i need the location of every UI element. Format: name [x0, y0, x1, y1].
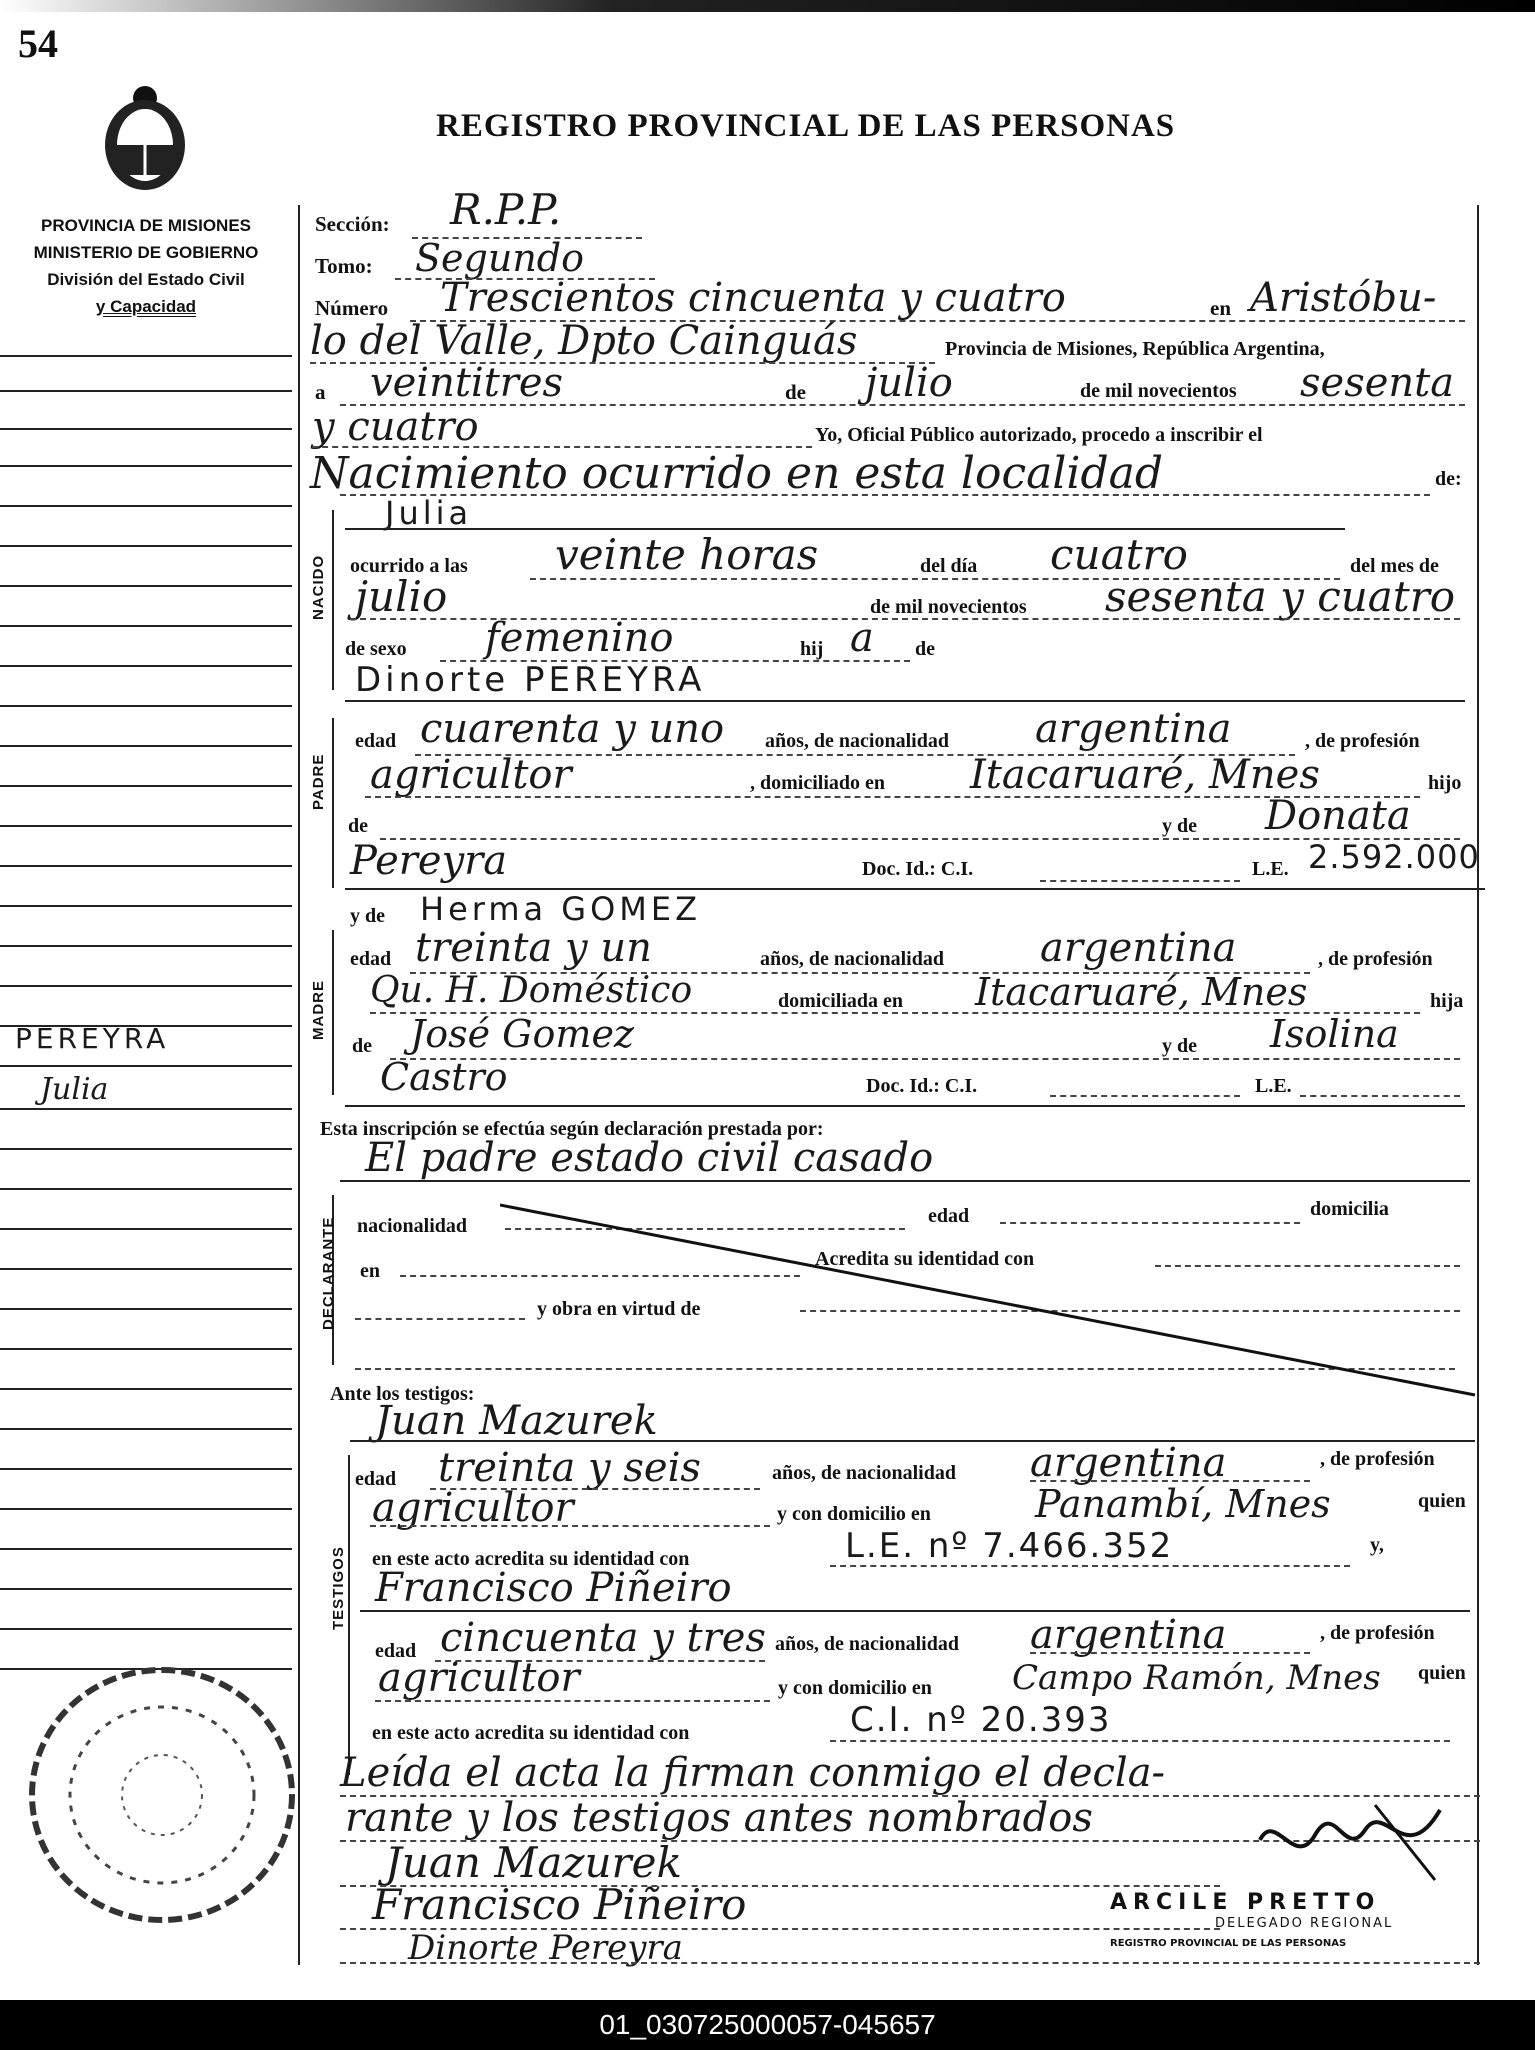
nacido-nombre: Julia [385, 494, 473, 532]
testigo1-dom-label: y con domicilio en [777, 1503, 931, 1525]
nacido-sexo-value: femenino [485, 615, 674, 661]
padre-le-label: L.E. [1252, 858, 1289, 880]
testigo1-prof-label: , de profesión [1320, 1448, 1435, 1470]
officer-signature [1255, 1800, 1445, 1890]
testigo1-y-label: y, [1370, 1534, 1384, 1556]
testigo1-prof-value: agricultor [372, 1485, 574, 1531]
madre-nac-label: años, de nacionalidad [760, 948, 944, 970]
testigo1-quien-label: quien [1418, 1490, 1466, 1512]
org-province: PROVINCIA DE MISIONES [40, 216, 251, 235]
nacido-hora-label: ocurrido a las [350, 555, 468, 577]
testigo1-nac-value: argentina [1030, 1440, 1227, 1486]
section-madre: MADRE [310, 980, 327, 1040]
closing-line1: Leída el acta la firman conmigo el decla- [340, 1750, 1166, 1796]
madre-madre-value-a: Isolina [1270, 1012, 1399, 1056]
declarante-intro: Esta inscripción se efectúa según declaración prestada por: [320, 1118, 824, 1140]
madre-nac-value: argentina [1040, 925, 1237, 971]
margin-surname: PEREYRA [15, 1022, 170, 1055]
declarante-obra-label: y obra en virtud de [537, 1298, 701, 1320]
padre-de-label: de [348, 815, 368, 837]
declarante-value: El padre estado civil casado [365, 1135, 934, 1181]
padre-doc-label: Doc. Id.: C.I. [862, 858, 974, 880]
tomo-value: Segundo [415, 236, 584, 280]
seccion-value: R.P.P. [450, 185, 562, 234]
madre-yde2-label: y de [1162, 1035, 1197, 1057]
testigo2-doc-value: C.I. nº 20.393 [850, 1700, 1112, 1740]
lugar-value-b: lo del Valle, Dpto Cainguás [310, 318, 858, 364]
tomo-label: Tomo: [315, 254, 373, 278]
testigos-intro: Ante los testigos: [330, 1383, 475, 1405]
hecho-de-label: de: [1435, 468, 1462, 490]
padre-edad-label: edad [355, 730, 397, 752]
fecha-mes-value: julio [865, 360, 953, 406]
nacido-mil-label: de mil novecientos [870, 596, 1027, 618]
section-padre: PADRE [310, 753, 327, 810]
official-seal [22, 1660, 302, 1930]
testigo2-prof-label: , de profesión [1320, 1622, 1435, 1644]
frame-left-border [298, 205, 300, 1965]
org-ministry: MINISTERIO DE GOBIERNO [33, 243, 259, 262]
fecha-anio-value-b: y cuatro [312, 404, 479, 450]
nacido-hij-value: a [850, 615, 874, 661]
officer-stamp-office: REGISTRO PROVINCIAL DE LAS PERSONAS [1110, 1938, 1347, 1949]
scan-footer-code: 01_030725000057-045657 [0, 2000, 1535, 2050]
testigo1-nombre: Juan Mazurek [375, 1398, 658, 1444]
madre-dom-value: Itacaruaré, Mnes [975, 970, 1308, 1014]
fecha-dia-value: veintitres [370, 360, 564, 406]
page-title: REGISTRO PROVINCIAL DE LAS PERSONAS [436, 108, 1176, 144]
officer-stamp-name: ARCILE PRETTO [1110, 1890, 1381, 1915]
nacido-dia-value: cuatro [1050, 530, 1188, 579]
nacido-hora-value: veinte horas [555, 530, 819, 579]
seccion-label: Sección: [315, 212, 390, 236]
testigo2-prof-value: agricultor [378, 1655, 580, 1701]
issuing-office [0, 212, 292, 320]
en-label: en [1210, 296, 1231, 320]
declarante-edad-label: edad [928, 1205, 970, 1227]
madre-de-label: de [352, 1035, 372, 1057]
madre-dom-label: domiciliada en [778, 990, 904, 1012]
padre-abuela-b: Pereyra [350, 838, 508, 884]
padre-nac-label: años, de nacionalidad [765, 730, 949, 752]
signature-witness1: Juan Mazurek [385, 1838, 682, 1887]
padre-abuela-a: Donata [1265, 793, 1411, 839]
nacido-mes-label: del mes de [1350, 555, 1439, 577]
frame-right-border [1477, 205, 1479, 1965]
declarante-en-label: en [360, 1260, 380, 1282]
fecha-anio-value-a: sesenta [1300, 360, 1455, 406]
testigo2-nac-value: argentina [1030, 1612, 1227, 1658]
oficial-text: Yo, Oficial Público autorizado, procedo a inscribir el [815, 424, 1263, 446]
madre-nombre: Herma GOMEZ [420, 890, 702, 928]
numero-value: Trescientos cincuenta y cuatro [440, 275, 1066, 321]
madre-madre-value-b: Castro [380, 1055, 508, 1099]
padre-hijo-label: hijo [1428, 772, 1462, 794]
declarante-dom-label: domicilia [1310, 1198, 1389, 1220]
madre-prof-label: , de profesión [1318, 948, 1433, 970]
section-testigos: TESTIGOS [330, 1546, 347, 1630]
madre-doc-label: Doc. Id.: C.I. [866, 1075, 978, 1097]
provincia-text: Provincia de Misiones, República Argentina, [945, 338, 1325, 360]
coat-of-arms-icon [95, 80, 195, 195]
signature-declarant: Dinorte Pereyra [408, 1928, 683, 1968]
testigo1-acredita-label: en este acto acredita su identidad con [372, 1548, 690, 1570]
declarante-nac-label: nacionalidad [357, 1215, 468, 1237]
section-nacido: NACIDO [310, 554, 327, 620]
madre-le-label: L.E. [1255, 1075, 1292, 1097]
testigo1-dom-value: Panambí, Mnes [1035, 1482, 1331, 1526]
margin-given-name: Julia [40, 1072, 109, 1107]
padre-le-value: 2.592.000 [1308, 838, 1480, 876]
testigo2-dom-label: y con domicilio en [778, 1677, 932, 1699]
madre-padre-value: José Gomez [410, 1012, 634, 1056]
section-declarante: DECLARANTE [320, 1216, 337, 1330]
testigo1-doc-value: L.E. nº 7.466.352 [845, 1526, 1174, 1566]
nacido-hij-label: hij [800, 638, 824, 660]
padre-nombre: Dinorte PEREYRA [355, 660, 706, 700]
testigo2-dom-value: Campo Ramón, Mnes [1012, 1658, 1381, 1698]
padre-prof-label: , de profesión [1305, 730, 1420, 752]
hecho-value: Nacimiento ocurrido en esta localidad [310, 448, 1164, 499]
scan-top-edge [0, 0, 1535, 12]
nacido-de-label: de [915, 638, 935, 660]
testigo1-nac-label: años, de nacionalidad [772, 1462, 956, 1484]
fecha-mil-label: de mil novecientos [1080, 380, 1237, 402]
org-division: División del Estado Civil [47, 270, 245, 289]
padre-dom-value: Itacaruaré, Mnes [970, 752, 1320, 798]
testigo1-edad-value: treinta y seis [438, 1445, 701, 1491]
madre-hija-label: hija [1430, 990, 1464, 1012]
padre-dom-label: , domiciliado en [750, 772, 886, 794]
testigo1-edad-label: edad [355, 1468, 397, 1490]
cancel-stroke [500, 1200, 1480, 1400]
padre-yde-label: y de [1162, 815, 1197, 837]
signature-witness2: Francisco Piñeiro [372, 1880, 747, 1929]
nacido-dia-label: del día [920, 555, 978, 577]
lugar-value-a: Aristóbu- [1250, 275, 1437, 321]
testigo2-edad-value: cincuenta y tres [440, 1615, 766, 1661]
org-capacity: y Capacidad [95, 297, 197, 316]
padre-edad-value: cuarenta y uno [420, 706, 725, 752]
numero-label: Número [315, 296, 389, 320]
testigo2-quien-label: quien [1418, 1662, 1466, 1684]
testigo2-edad-label: edad [375, 1640, 417, 1662]
testigo2-nac-label: años, de nacionalidad [775, 1633, 959, 1655]
madre-edad-label: edad [350, 948, 392, 970]
page-number: 54 [18, 21, 58, 66]
nacido-mes-value: julio [355, 572, 448, 621]
testigo2-nombre: Francisco Piñeiro [375, 1565, 732, 1611]
madre-prof-value: Qu. H. Doméstico [370, 970, 693, 1011]
fecha-a-label: a [315, 380, 326, 404]
declarante-acredita-label: Acredita su identidad con [815, 1248, 1035, 1270]
padre-nac-value: argentina [1035, 706, 1232, 752]
nacido-sexo-label: de sexo [345, 638, 407, 660]
nacido-anio-value: sesenta y cuatro [1105, 572, 1456, 621]
padre-prof-value: agricultor [370, 752, 572, 798]
madre-edad-value: treinta y un [415, 925, 652, 971]
testigo2-acredita-label: en este acto acredita su identidad con [372, 1722, 690, 1744]
madre-yde-label: y de [350, 905, 385, 927]
closing-line2: rante y los testigos antes nombrados [345, 1795, 1093, 1841]
officer-stamp-title: DELEGADO REGIONAL [1215, 1916, 1394, 1931]
fecha-de-label: de [785, 380, 806, 404]
